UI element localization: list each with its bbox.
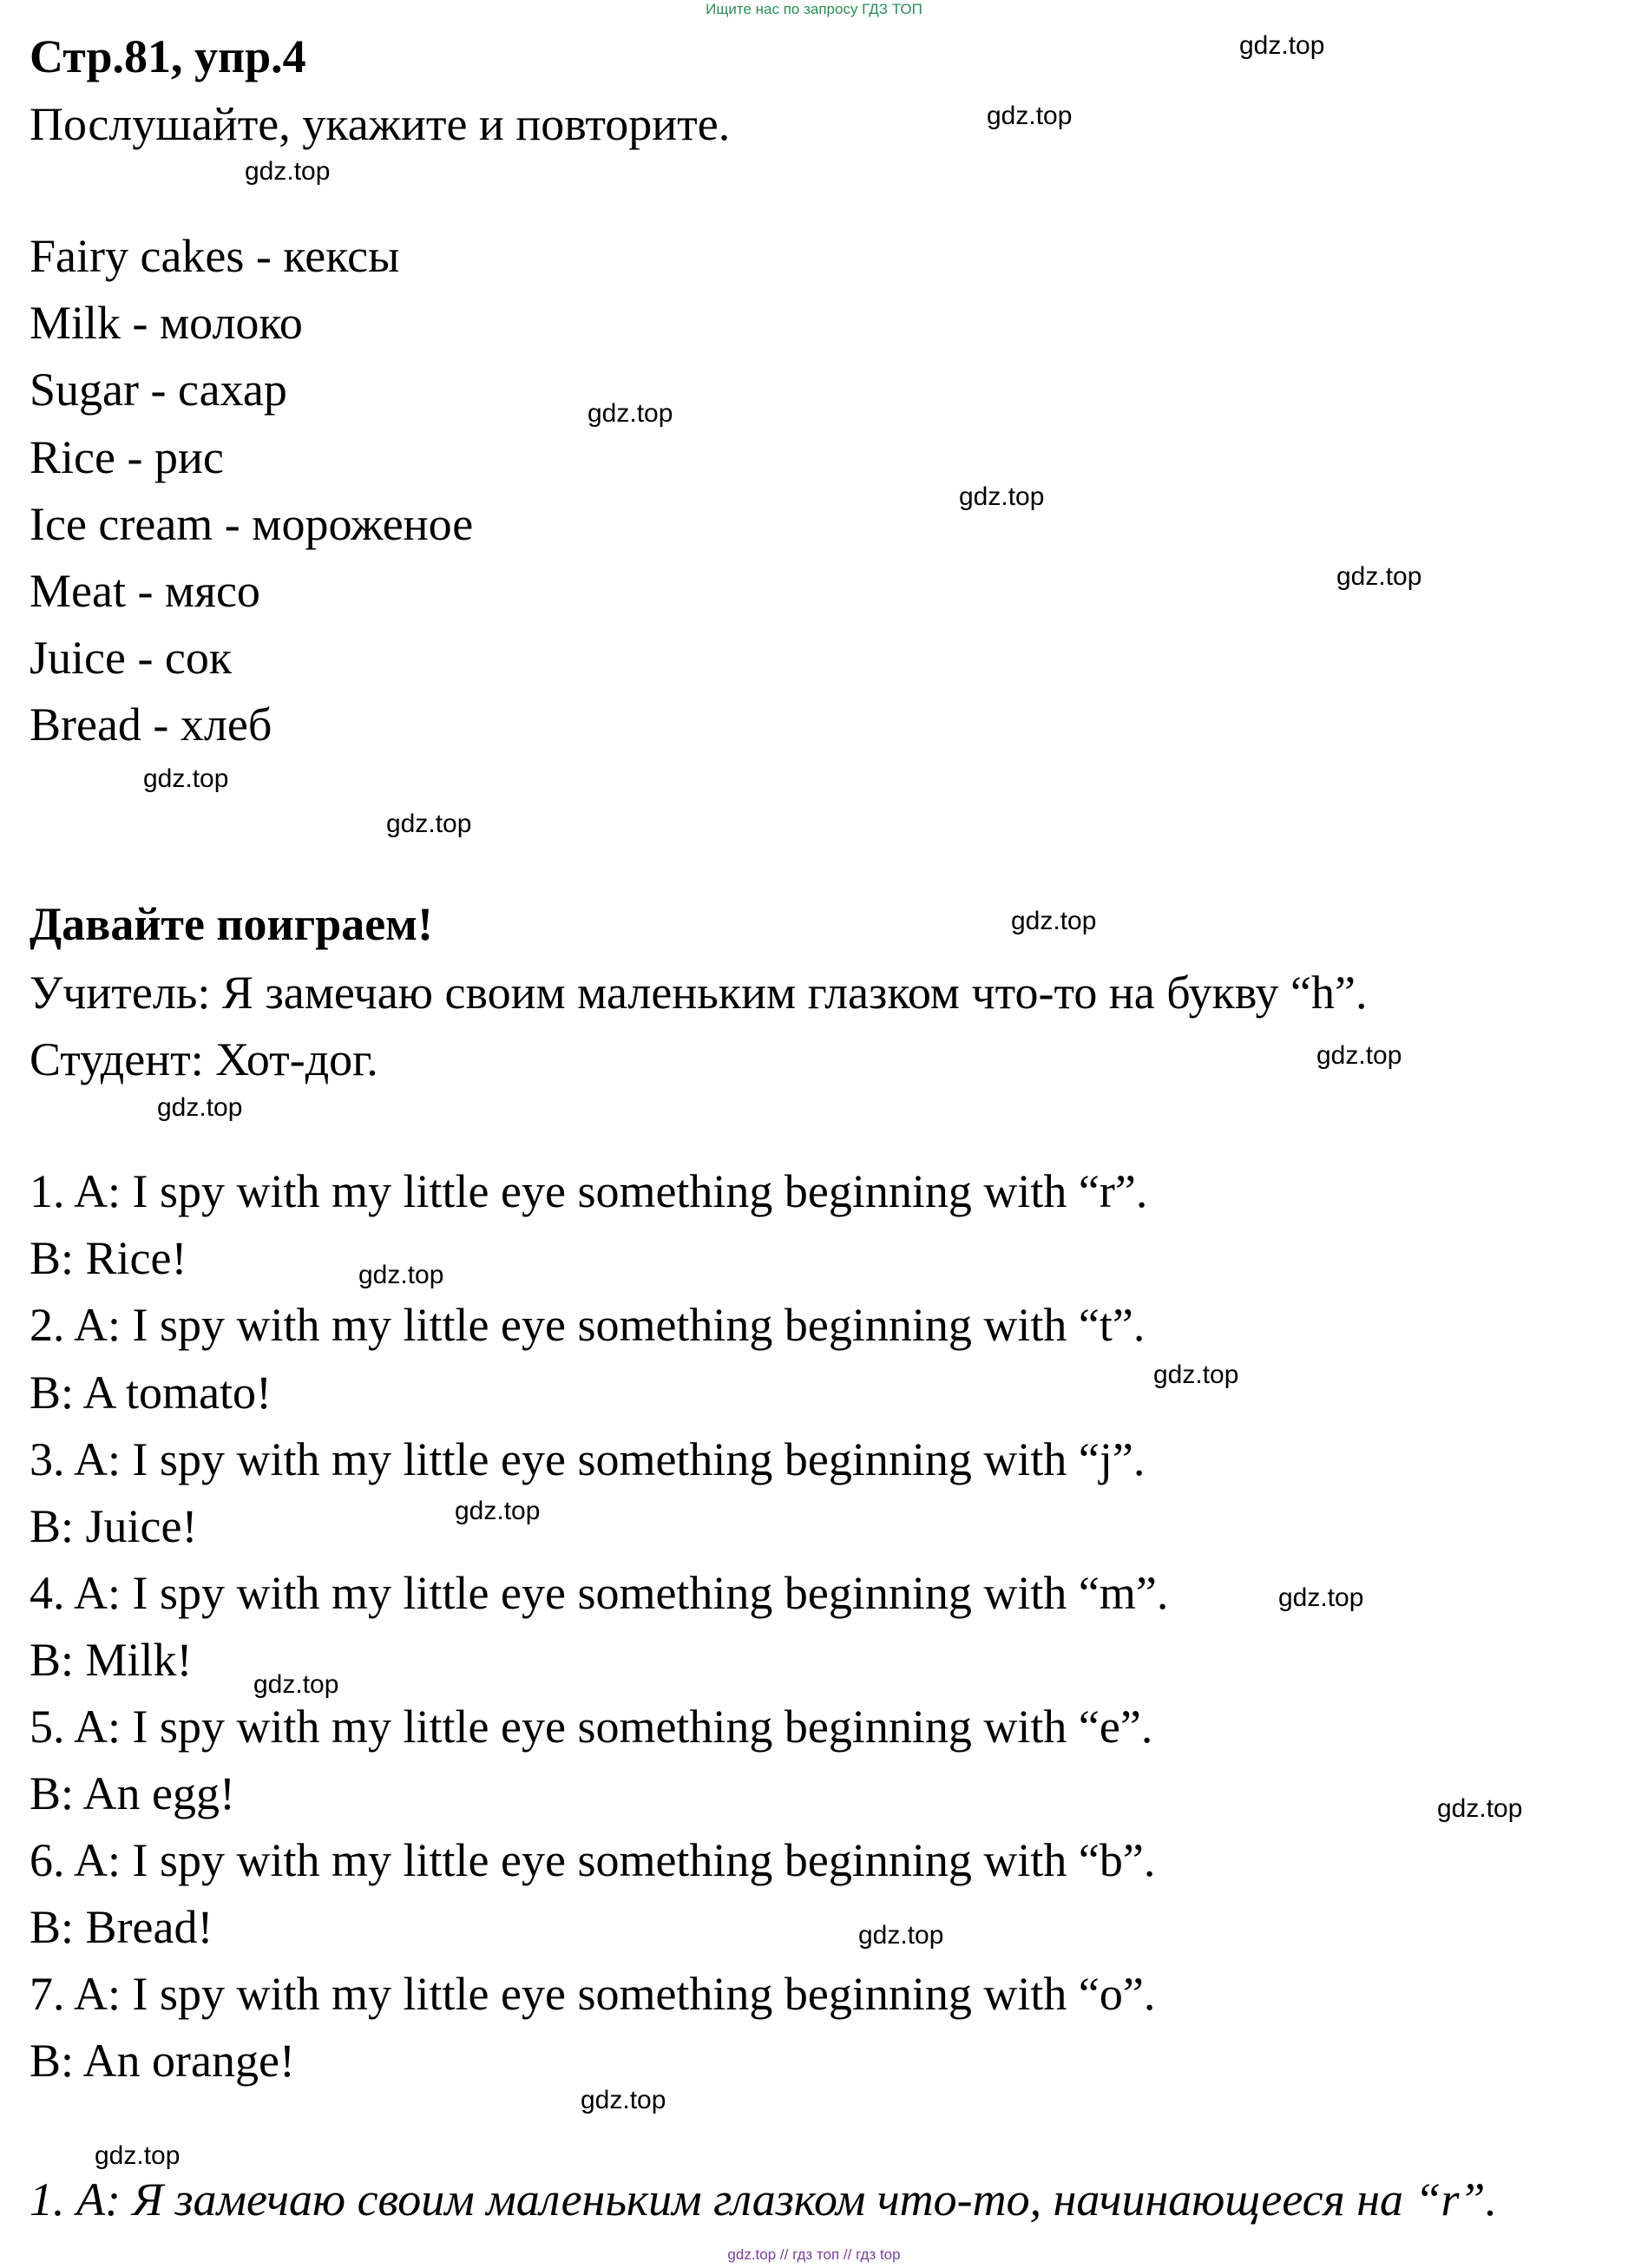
watermark: gdz.top [386, 810, 472, 838]
translation-line: 1. А: Я замечаю своим маленьким глазком что-то, начинающееся на “r”. [30, 2173, 1498, 2225]
dialogue-line: 1. A: I spy with my little eye something beginning with “r”. [30, 1165, 1148, 1217]
watermark: gdz.top [143, 764, 229, 793]
watermark: gdz.top [581, 2086, 666, 2114]
watermark: gdz.top [455, 1497, 541, 1525]
instruction-text: Послушайте, укажите и повторите. [30, 98, 731, 150]
watermark: gdz.top [1336, 562, 1422, 591]
watermark: gdz.top [1153, 1360, 1239, 1389]
teacher-line: Учитель: Я замечаю своим маленьким глазком что-то на букву “h”. [30, 967, 1368, 1019]
bottom-footer-note: gdz.top // гдз топ // гдз top [727, 2246, 901, 2263]
dialogue-line: B: Milk! [30, 1634, 193, 1686]
watermark: gdz.top [1011, 907, 1097, 935]
watermark: gdz.top [1437, 1794, 1523, 1823]
dialogue-line: B: Bread! [30, 1901, 213, 1953]
vocab-item: Juice - сок [30, 632, 233, 684]
watermark: gdz.top [157, 1093, 243, 1122]
dialogue-line: 2. A: I spy with my little eye something beginning with “t”. [30, 1299, 1146, 1351]
watermark: gdz.top [987, 102, 1073, 130]
watermark: gdz.top [858, 1921, 944, 1950]
watermark: gdz.top [1239, 31, 1325, 60]
watermark: gdz.top [245, 157, 331, 186]
dialogue-line: 3. A: I spy with my little eye something beginning with “j”. [30, 1433, 1146, 1485]
vocab-item: Sugar - сахар [30, 364, 287, 416]
watermark: gdz.top [1316, 1041, 1402, 1070]
dialogue-line: 4. A: I spy with my little eye something beginning with “m”. [30, 1567, 1169, 1619]
top-search-note: Ищите нас по запросу ГДЗ ТОП [706, 1, 922, 17]
dialogue-line: B: Juice! [30, 1500, 198, 1552]
vocab-item: Ice cream - мороженое [30, 498, 474, 550]
dialogue-line: B: An egg! [30, 1767, 235, 1819]
student-line: Студент: Хот-дог. [30, 1033, 378, 1085]
watermark: gdz.top [95, 2141, 181, 2170]
dialogue-line: 6. A: I spy with my little eye something beginning with “b”. [30, 1834, 1156, 1886]
watermark: gdz.top [1278, 1583, 1364, 1612]
dialogue-line: 5. A: I spy with my little eye something beginning with “e”. [30, 1701, 1153, 1753]
dialogue-line: B: An orange! [30, 2035, 295, 2087]
vocab-item: Rice - рис [30, 431, 224, 483]
page-title: Стр.81, упр.4 [30, 30, 306, 82]
vocab-item: Milk - молоко [30, 297, 303, 349]
watermark: gdz.top [959, 482, 1045, 511]
game-title: Давайте поиграем! [30, 898, 433, 950]
vocab-item: Bread - хлеб [30, 698, 272, 751]
dialogue-line: B: Rice! [30, 1232, 187, 1284]
dialogue-line: B: A tomato! [30, 1367, 272, 1419]
vocab-item: Fairy cakes - кексы [30, 230, 400, 282]
watermark: gdz.top [253, 1670, 339, 1699]
watermark: gdz.top [358, 1261, 444, 1289]
vocab-item: Meat - мясо [30, 565, 260, 617]
watermark: gdz.top [588, 399, 673, 428]
dialogue-line: 7. A: I spy with my little eye something beginning with “o”. [30, 1968, 1156, 2020]
